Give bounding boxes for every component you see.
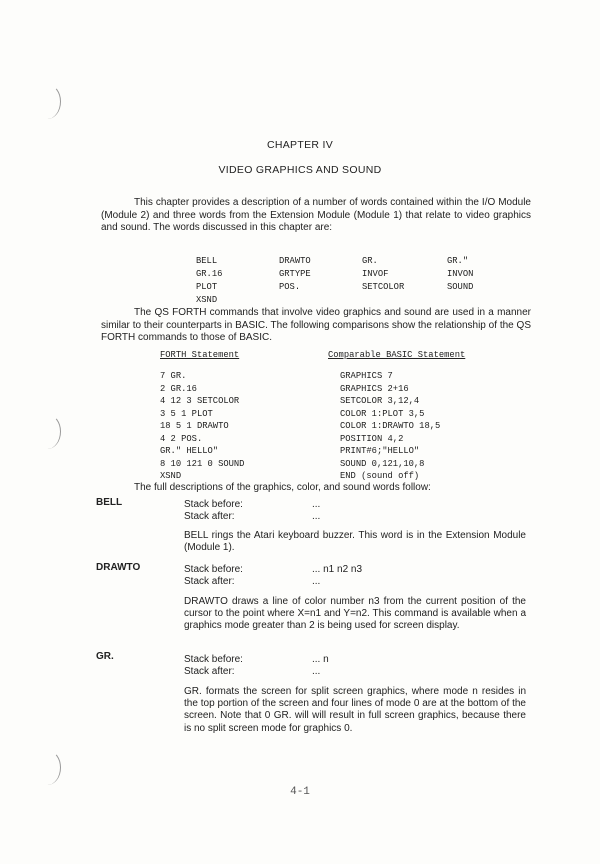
forth-statement: 2 GR.16	[160, 383, 197, 394]
word-item: INVOF	[362, 269, 389, 279]
forth-statement: XSND	[160, 471, 182, 481]
word-item: DRAWTO	[279, 256, 311, 266]
basic-column-header: Comparable BASIC Statement	[328, 350, 466, 360]
word-item: PLOT	[196, 282, 218, 292]
word-item: INVON	[447, 269, 474, 279]
stack-after-label: Stack after:	[184, 511, 235, 522]
stack-after-value: ...	[312, 576, 321, 587]
basic-statement: POSITION 4,2	[340, 433, 404, 444]
word-item: GR.	[362, 256, 378, 266]
entry-name-gr: GR.	[96, 651, 114, 662]
basic-statements	[340, 370, 440, 483]
word-item: SOUND	[447, 282, 474, 292]
entry-description-gr: GR. formats the screen for split screen graphics, where mode n resides in the top portion of the screen and four lines of mode 0 are at the bottom of the screen. Note that 0 GR. will will result in full screen graphics, because there is no split screen mode for graphics 0.	[184, 686, 526, 734]
word-item: GRTYPE	[279, 269, 311, 279]
stack-before-label: Stack before:	[184, 564, 243, 575]
basic-statement: SOUND 0,121,10,8	[340, 458, 425, 469]
stack-after-value: ...	[312, 666, 321, 677]
forth-statement: 4 12 3 SETCOLOR	[160, 396, 240, 406]
entry-description-bell: BELL rings the Atari keyboard buzzer. This word is in the Extension Module (Module 1).	[184, 530, 526, 554]
word-list	[196, 255, 517, 307]
word-item: XSND	[196, 295, 218, 305]
stack-before-label: Stack before:	[184, 499, 243, 510]
basic-statement: END (sound off)	[340, 471, 420, 481]
page-number: 4-1	[290, 786, 310, 798]
forth-statement: GR." HELLO"	[160, 446, 219, 456]
stack-after-value: ...	[312, 511, 321, 522]
word-item: GR.16	[196, 269, 223, 279]
basic-statement: SETCOLOR 3,12,4	[340, 396, 420, 406]
chapter-subtitle: VIDEO GRAPHICS AND SOUND	[218, 164, 382, 176]
descriptions-intro: The full descriptions of the graphics, color, and sound words follow:	[134, 482, 431, 493]
entry-name-drawto: DRAWTO	[96, 562, 141, 573]
basic-statement: COLOR 1:DRAWTO 18,5	[340, 421, 441, 431]
word-item: GR."	[447, 256, 469, 266]
basic-statement: GRAPHICS 2+16	[340, 383, 409, 394]
stack-before-value: ... n1 n2 n3	[312, 564, 363, 575]
stack-before-value: ... n	[312, 654, 329, 665]
binder-hole-mark	[34, 414, 61, 449]
intro-paragraph: This chapter provides a description of a number of words contained within the I/O Module (Module 2) and three words from the Extension Module (Module 1) that relate to video graphics and sound. The words discussed in this chapter are:	[101, 197, 531, 234]
forth-statement: 3 5 1 PLOT	[160, 408, 213, 419]
forth-column-header: FORTH Statement	[160, 350, 240, 360]
stack-after-label: Stack after:	[184, 576, 235, 587]
stack-before-value: ...	[312, 499, 321, 510]
entry-name-bell: BELL	[96, 497, 123, 508]
forth-statements	[160, 370, 244, 483]
forth-statement: 7 GR.	[160, 371, 187, 381]
forth-statement: 18 5 1 DRAWTO	[160, 421, 229, 431]
binder-hole-mark	[34, 84, 61, 119]
stack-before-label: Stack before:	[184, 654, 243, 665]
word-item: SETCOLOR	[362, 282, 405, 292]
basic-statement: GRAPHICS 7	[340, 371, 393, 381]
word-item: BELL	[196, 256, 218, 266]
comparison-paragraph: The QS FORTH commands that involve video graphics and sound are used in a manner similar to their counterparts in BASIC. The following comparisons show the relationship of the QS FORTH commands to those of BASIC.	[101, 307, 531, 344]
stack-after-label: Stack after:	[184, 666, 235, 677]
chapter-heading: CHAPTER IV	[266, 139, 333, 151]
entry-description-drawto: DRAWTO draws a line of color number n3 from the current position of the cursor to the point where X=n1 and Y=n2. This command is available when a graphics mode greater than 2 is being used for screen display.	[184, 596, 526, 632]
forth-statement: 8 10 121 0 SOUND	[160, 458, 245, 469]
forth-statement: 4 2 POS.	[160, 433, 203, 444]
word-item: POS.	[279, 282, 301, 292]
basic-statement: COLOR 1:PLOT 3,5	[340, 408, 425, 419]
binder-hole-mark	[34, 750, 61, 785]
basic-statement: PRINT#6;"HELLO"	[340, 446, 420, 456]
